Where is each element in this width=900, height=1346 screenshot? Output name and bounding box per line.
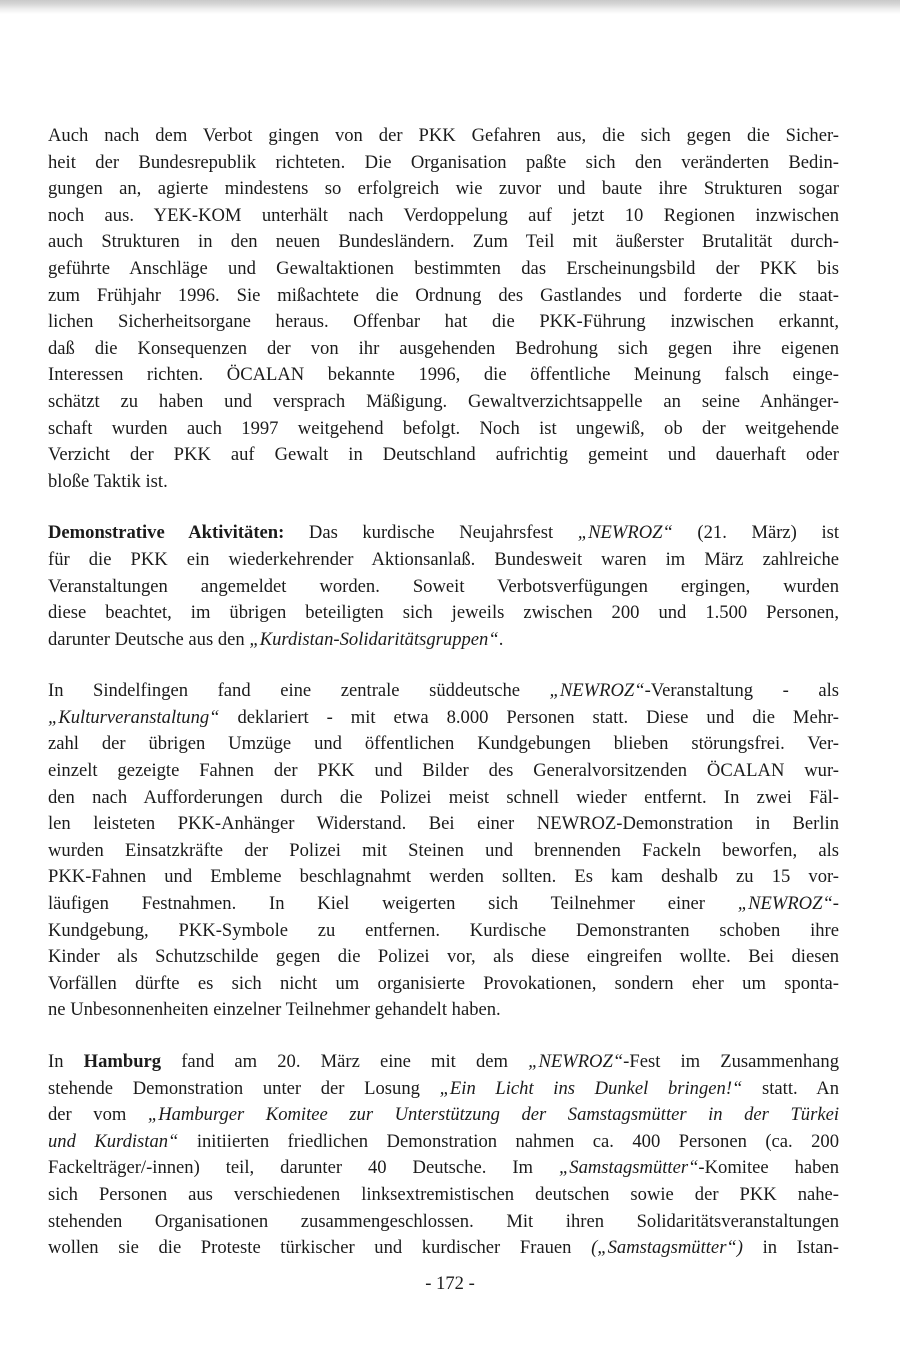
text-run: In Sindelfingen fand eine zentrale süddeutsche <box>48 680 550 702</box>
emphasis: „NEWROZ“ <box>577 522 673 544</box>
text-line: stehenden Organisationen zusammengeschlossen. Mit ihren Solidaritätsveranstaltungen <box>48 1210 839 1232</box>
emphasis: und Kurdistan“ <box>48 1130 179 1152</box>
emphasis: „Hamburger Komitee zur Unterstützung der Samstagsmütter in der Türkei <box>147 1104 839 1126</box>
text-line: Vorfällen dürfte es sich nicht um organisierte Provokationen, sondern eher um sponta- <box>48 972 839 994</box>
text-run: darunter Deutsche aus den <box>48 628 250 650</box>
text-run: Fackelträger/-innen) teil, darunter 40 Deutsche. Im <box>48 1157 559 1179</box>
text-line: geführte Anschläge und Gewaltaktionen bestimmten das Erscheinungsbild der PKK bis <box>48 257 839 279</box>
text-run: initiierten friedlichen Demonstration nahmen ca. 400 Personen (ca. 200 <box>178 1130 840 1152</box>
scan-top-edge <box>0 0 900 14</box>
text-line: den nach Aufforderungen durch die Polizei meist schnell wieder entfernt. In zwei Fäl- <box>48 786 839 808</box>
paragraph-hamburg <box>48 1049 839 1262</box>
document-page <box>48 123 839 1287</box>
text-run: fand am 20. März eine mit dem <box>161 1051 529 1072</box>
emphasis: „Kulturveranstaltung“ <box>48 706 220 728</box>
text-line: schaft wurden auch 1997 weitgehend befolgt. Noch ist ungewiß, ob der weitgehende <box>48 417 839 439</box>
text-line: Veranstaltungen angemeldet worden. Soweit Verbotsverfügungen ergingen, wurden <box>48 575 839 597</box>
text-line: sich Personen aus verschiedenen linksextremistischen deutschen sowie der PKK nahe- <box>48 1183 839 1205</box>
text-run: - <box>832 893 839 915</box>
text-line <box>48 678 839 705</box>
text-run: (21. März) ist <box>672 522 840 544</box>
text-line <box>48 1129 839 1156</box>
emphasis: „Samstagsmütter“ <box>558 1157 699 1179</box>
text-line <box>48 1049 839 1076</box>
text-line: diese beachtet, im übrigen beteiligten sich jeweils zwischen 200 und 1.500 Personen, <box>48 602 839 624</box>
text-line: Auch nach dem Verbot gingen von der PKK Gefahren aus, die sich gegen die Sicher- <box>48 125 839 146</box>
text-line: gungen an, agierte mindestens so erfolgreich wie zuvor und baute ihre Strukturen sogar <box>48 178 839 200</box>
text-run: wollen sie die Proteste türkischer und kurdischer Frauen <box>48 1237 592 1259</box>
section-heading: Demonstrative Aktivitäten: <box>48 522 285 544</box>
paragraph-sindelfingen <box>48 678 839 1024</box>
text-line: PKK-Fahnen und Embleme beschlagnahmt werden sollten. Es kam deshalb zu 15 vor- <box>48 866 839 888</box>
text-run: -Komitee haben <box>698 1157 839 1179</box>
text-line: len leisteten PKK-Anhänger Widerstand. Bei einer NEWROZ-Demonstration in Berlin <box>48 813 839 835</box>
text-line <box>48 705 839 732</box>
text-line <box>48 1155 839 1182</box>
text-run: Das kurdische Neujahrsfest <box>284 522 578 544</box>
text-run: -Fest im Zusammenhang <box>623 1051 839 1072</box>
text-run: -Veranstaltung - als <box>644 680 839 702</box>
text-line: Interessen richten. ÖCALAN bekannte 1996, die öffentliche Meinung falsch einge- <box>48 364 839 386</box>
text-line: ne Unbesonnenheiten einzelner Teilnehmer gehandelt haben. <box>48 999 501 1021</box>
paragraph-pkk-verbot <box>48 123 839 495</box>
text-line <box>48 1102 839 1129</box>
page-number: - 172 - <box>425 1273 475 1294</box>
text-line: daß die Konsequenzen der von ihr ausgehenden Bedrohung sich gegen ihre eigenen <box>48 337 839 359</box>
emphasis: („Samstagsmütter“) <box>591 1237 743 1259</box>
text-run: läufigen Festnahmen. In Kiel weigerten sich Teilnehmer einer <box>48 893 738 915</box>
text-run: statt. An <box>742 1077 840 1099</box>
text-line: zum Frühjahr 1996. Sie mißachtete die Ordnung des Gastlandes und forderte die staat- <box>48 284 839 306</box>
text-line: noch aus. YEK-KOM unterhält nach Verdoppelung auf jetzt 10 Regionen inzwischen <box>48 204 839 226</box>
text-run: . <box>498 628 504 650</box>
text-line: für die PKK ein wiederkehrender Aktionsanlaß. Bundesweit waren im März zahlreiche <box>48 548 839 570</box>
text-run: in Istan- <box>742 1237 839 1259</box>
text-line: auch Strukturen in den neuen Bundesländern. Zum Teil mit äußerster Brutalität durch- <box>48 231 839 253</box>
text-line: lichen Sicherheitsorgane heraus. Offenbar hat die PKK-Führung inzwischen erkannt, <box>48 311 839 333</box>
text-line: Kundgebung, PKK-Symbole zu entfernen. Kurdische Demonstranten schoben ihre <box>48 919 839 941</box>
text-line <box>48 891 839 918</box>
emphasis: „NEWROZ“ <box>737 893 833 915</box>
text-line: heit der Bundesrepublik richteten. Die Organisation paßte sich den veränderten Bedin- <box>48 151 839 173</box>
emphasis: „NEWROZ“ <box>549 680 645 702</box>
paragraph-demonstrative-aktivitaeten <box>48 520 839 653</box>
emphasis: „Kurdistan-Solidaritätsgruppen“ <box>249 628 499 650</box>
text-run: der vom <box>48 1104 148 1126</box>
text-line <box>48 1235 839 1262</box>
text-line: Kinder als Schutzschilde gegen die Polizei vor, als diese eingreifen wollte. Bei diesen <box>48 946 839 968</box>
text-line <box>48 520 839 547</box>
emphasis: „NEWROZ“ <box>528 1051 624 1072</box>
text-line <box>48 627 839 654</box>
text-line: zahl der übrigen Umzüge und öffentlichen Kundgebungen blieben störungsfrei. Ver- <box>48 733 839 755</box>
city-name: Hamburg <box>83 1051 162 1072</box>
text-line: wurden Einsatzkräfte der Polizei mit Steinen und brennenden Fackeln beworfen, als <box>48 839 839 861</box>
text-line: einzelt gezeigte Fahnen der PKK und Bilder des Generalvorsitzenden ÖCALAN wur- <box>48 760 839 782</box>
text-run: deklariert - mit etwa 8.000 Personen statt. Diese und die Mehr- <box>219 706 839 728</box>
text-run: stehende Demonstration unter der Losung <box>48 1077 440 1099</box>
text-run: In <box>48 1051 84 1072</box>
text-line: bloße Taktik ist. <box>48 470 168 492</box>
text-line <box>48 1076 839 1103</box>
emphasis: „Ein Licht ins Dunkel bringen!“ <box>439 1077 743 1099</box>
text-line: Verzicht der PKK auf Gewalt in Deutschland aufrichtig gemeint und dauerhaft oder <box>48 444 839 466</box>
text-line: schätzt zu haben und versprach Mäßigung. Gewaltverzichtsappelle an seine Anhänger- <box>48 390 839 412</box>
